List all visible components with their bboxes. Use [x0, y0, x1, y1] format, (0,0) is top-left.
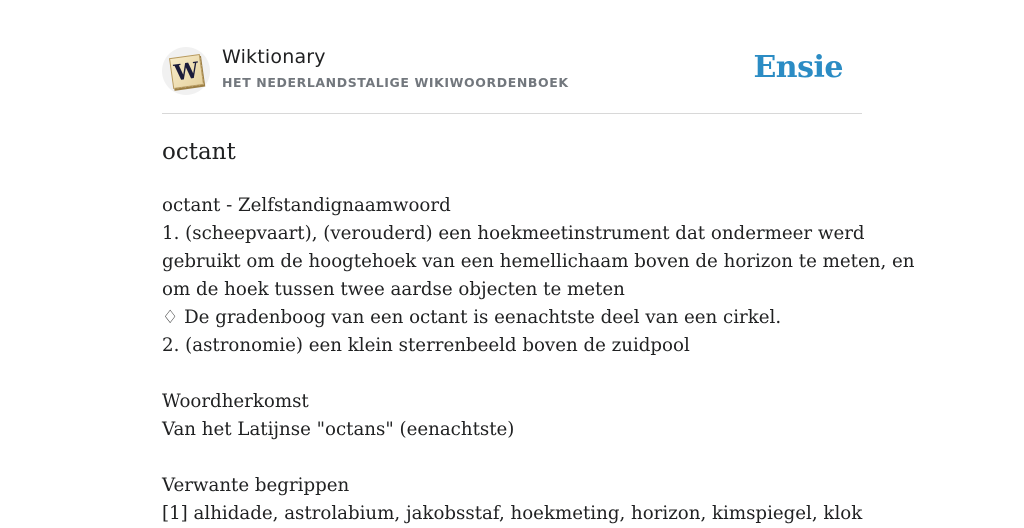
spacer [162, 360, 872, 388]
ensie-brand-link[interactable]: Ensie [753, 50, 843, 85]
definition-2: 2. (astronomie) een klein sterrenbeeld boven de zuidpool [162, 335, 690, 356]
site-title[interactable]: Wiktionary [222, 46, 326, 68]
etymology-heading: Woordherkomst [162, 391, 309, 412]
definition-1-line-3: om de hoek tussen twee aardse objecten te meten [162, 279, 625, 300]
site-header [162, 44, 862, 114]
logo-tile [168, 53, 203, 88]
site-subtitle: HET NEDERLANDSTALIGE WIKIWOORDENBOEK [222, 75, 569, 90]
definition-1-line-1: 1. (scheepvaart), (verouderd) een hoekmeetinstrument dat ondermeer werd [162, 223, 865, 244]
page-title: octant [162, 139, 236, 165]
entry-body [162, 192, 915, 528]
related-terms: [1] alhidade, astrolabium, jakobsstaf, hoekmeting, horizon, kimspiegel, klok [162, 503, 863, 524]
entry-content [162, 136, 915, 528]
spacer [162, 444, 872, 472]
part-of-speech-line: octant - Zelfstandignaamwoord [162, 195, 451, 216]
etymology-text: Van het Latijnse "octans" (eenachtste) [162, 419, 515, 440]
related-heading: Verwante begrippen [162, 475, 350, 496]
definition-1-line-2: gebruikt om de hoogtehoek van een hemellichaam boven de horizon te meten, en [162, 251, 915, 272]
wiktionary-logo-icon[interactable] [162, 47, 210, 95]
logo-letter: W [171, 56, 201, 86]
example-sentence: ♢ De gradenboog van een octant is eenachtste deel van een cirkel. [162, 307, 782, 328]
